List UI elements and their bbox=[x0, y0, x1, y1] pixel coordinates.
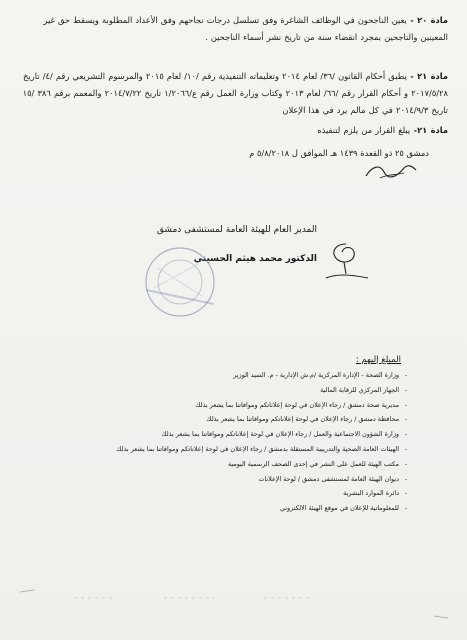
initials-scribble bbox=[360, 158, 420, 182]
signatory-name: الدكتور محمد هيثم الحسيني bbox=[193, 254, 317, 264]
article-20-text: يعين الناجحون في الوظائف الشاغرة وفق تسلسل درجات نجاحهم وفق الأعداد المطلوبة ويسقط حق غير المعينين والناجحين بمجرد انقضاء سنة من تاريخ نشر أسماء الناجحين . bbox=[43, 15, 448, 42]
official-stamp bbox=[128, 238, 228, 323]
article-20 bbox=[18, 12, 448, 46]
article-21-notify bbox=[18, 122, 448, 139]
list-item: - ديوان الهيئة العامة لمستشفى دمشق / لوحة الإعلانات bbox=[27, 472, 427, 487]
list-item: - الجهاز المركزي للرقابة المالية bbox=[27, 383, 427, 398]
article-21b-label: مادة ٢١- bbox=[410, 125, 448, 135]
list-item: - الهيئات العامة الصحية والتدريبية المستقلة بدمشق / رجاء الإعلان في لوحة إعلاناتكم وموافاتنا بما يشعر بذلك bbox=[27, 442, 427, 457]
article-21b-text: يبلغ القرار من يلزم لتنفيذه bbox=[317, 125, 411, 135]
signature-mark bbox=[318, 238, 374, 284]
distribution-heading: المبلغ إليهم : bbox=[355, 355, 401, 365]
article-20-label: مادة ٢٠ - bbox=[406, 15, 448, 25]
article-21-text: يطبق أحكام القانون /٣٦/ لعام ٢٠١٤ وتعليماته التنفيذية رقم /١٠/ لعام ٢٠١٥ والمرسوم التشريعي رقم /٤/ تاريخ ٢٠١٧/٥/٢٨ و أحكام القرار رقم /٦٦/ لعام ٢٠١٣ وكتاب وزارة العمل رقم ع/١/٢٠٦٦ تاريخ ٢٠١٤/٧/٢٢ والمعمم برقم ٣٨٦ /١٥ تاريخ ٢٠١٤/٩/٣ في كل مالم يرد في هذا الإعلان bbox=[22, 71, 448, 115]
article-21-applicable-laws bbox=[18, 68, 448, 119]
list-item: - دائرة الموارد البشرية bbox=[27, 486, 427, 501]
article-21-label: مادة ٢١ - bbox=[406, 71, 448, 81]
list-item: - محافظة دمشق / رجاء الإعلان في لوحة إعلاناتكم وموافاتنا بما يشعر بذلك bbox=[27, 412, 427, 427]
list-item: - وزارة الشؤون الاجتماعية والعمل / رجاء الإعلان في لوحة إعلاناتكم وموافاتنا بما يشعر بذلك bbox=[27, 427, 427, 442]
date-line: دمشق ٢٥ ذو القعدة ١٤٣٩ هـ الموافق ل ٥/٨/٢٠١٨ م bbox=[249, 148, 429, 158]
distribution-list bbox=[27, 368, 427, 516]
scan-edge-marks bbox=[14, 586, 454, 626]
list-item: - مديرية صحة دمشق / رجاء الإعلان في لوحة إعلاناتكم وموافاتنا بما يشعر بذلك bbox=[27, 398, 427, 413]
list-item: - وزارة الصحة - الإدارة المركزية /م.ش الإدارية - م. السيد الوزير bbox=[27, 368, 427, 383]
list-item: - مكتب الهيئة للعمل على النشر في إحدى الصحف الرسمية اليومية bbox=[27, 457, 427, 472]
signatory-title: المدير العام للهيئة العامة لمستشفى دمشق bbox=[156, 225, 317, 235]
list-item: - للمعلوماتية للإعلان في موقع الهيئة الالكتروني bbox=[27, 501, 427, 516]
